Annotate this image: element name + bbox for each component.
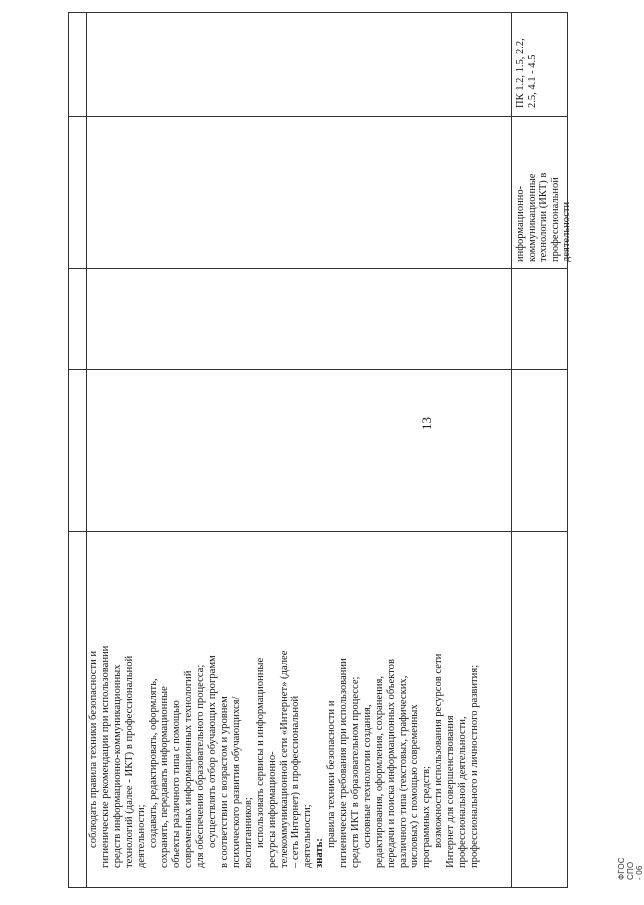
cell-text-line: Интернет для совершенствования	[445, 715, 457, 868]
cell-text-line: редактирования, оформления, сохранения,	[373, 676, 385, 868]
cell-text-line: средств информационно-коммуникационных	[111, 664, 123, 868]
cell-text-line: программных средств;	[421, 766, 433, 868]
cell-text-line: профессиональной	[549, 177, 561, 262]
cell-text-line: деятельности;	[302, 804, 314, 868]
cell-text-line: телекоммуникационной сети «Интернет» (далее	[278, 650, 290, 868]
cell-text-line: коммуникационные	[526, 173, 538, 262]
skills-knowledge-cell	[88, 646, 481, 868]
cell-text-line: профессиональной деятельности,	[457, 716, 469, 868]
cell-text-line: профессионального и личностного развития;	[469, 664, 480, 868]
cell-text-line: средств ИКТ в образовательном процессе;	[349, 676, 361, 868]
cell-text-line: создавать, редактировать, оформлять,	[147, 678, 159, 848]
cell-text-line: в соответствии с возрастом и уровнем	[218, 696, 230, 868]
cell-text-line: для обеспечения образовательного процесса;	[195, 664, 207, 868]
table-divider	[69, 369, 567, 370]
cell-text-line: соблюдать правила техники безопасности и	[88, 650, 99, 848]
cell-text-line: технологий (далее - ИКТ) в профессиональной	[123, 655, 135, 868]
cell-text-line: – сеть Интернет) в профессиональной	[290, 695, 302, 868]
cell-text-line: современных информационных технологий	[183, 670, 195, 868]
document-footer: ФГОС СПО - 06	[617, 857, 644, 880]
cell-text-line: использовать сервисы и информационные	[254, 657, 266, 848]
cell-text-line: знать:	[314, 838, 326, 868]
cell-text-line: технологии (ИКТ) в	[538, 172, 549, 262]
cell-text-line: ПК 1.2, 1.5, 2.2,	[515, 38, 526, 108]
cell-text-line: различного типа (текстовых, графических,	[397, 675, 409, 868]
cell-text-line: гигиенические рекомендации при использовании	[99, 645, 111, 868]
cell-text-line: 2.5, 4.1 - 4.5	[526, 54, 538, 108]
table-divider	[511, 13, 512, 887]
cell-text-line: объекты различного типа с помощью	[171, 700, 183, 868]
cell-text-line: воспитанников;	[242, 797, 254, 868]
table-divider	[86, 13, 87, 887]
cell-text-line: правила техники безопасности и	[326, 700, 338, 848]
cell-text-line: деятельности	[561, 201, 572, 262]
cell-text-line: деятельности;	[135, 804, 147, 868]
cell-text-line: числовых) с помощью современных	[409, 704, 421, 868]
page-number: 13	[419, 417, 434, 430]
cell-text-line: осуществлять отбор обучающих программ	[207, 655, 219, 848]
cell-text-line: ресурсы информационно-	[266, 751, 278, 868]
section-title-cell	[515, 173, 573, 262]
cell-text-line: психического развития обучающихся/	[230, 696, 242, 868]
table-divider	[69, 116, 567, 117]
cell-text-line: основные технологии создания,	[361, 704, 373, 848]
competency-codes-cell	[515, 38, 538, 108]
cell-text-line: информационно-	[515, 185, 526, 262]
cell-text-line: передачи и поиска информационных объектов	[385, 659, 397, 868]
cell-text-line: возможности использования ресурсов сети	[433, 653, 445, 848]
table-divider	[69, 531, 567, 532]
cell-text-line: гигиенические требования при использовании	[338, 658, 350, 868]
table-divider	[69, 268, 567, 269]
cell-text-line: сохранять, передавать информационные	[159, 686, 171, 868]
